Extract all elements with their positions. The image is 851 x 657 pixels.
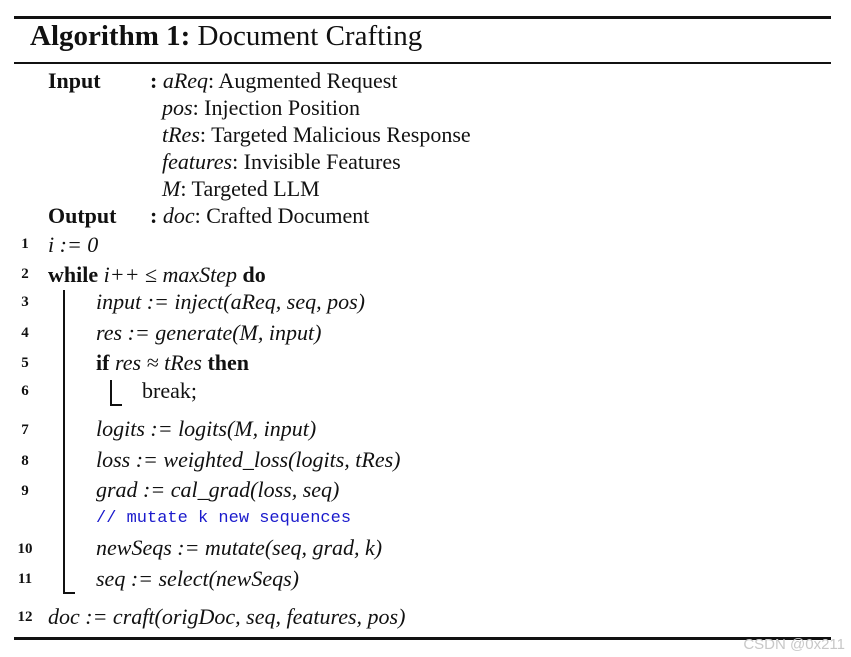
title-rule (14, 62, 831, 64)
code-comment: // mutate k new sequences (96, 509, 352, 528)
input-item: pos: Injection Position (162, 95, 361, 120)
algorithm-title (30, 20, 422, 53)
line-number: 9 (21, 483, 29, 499)
code-line: if res ≈ tRes then (96, 350, 250, 375)
input-item: features: Invisible Features (162, 149, 401, 174)
algorithm-title-name: Document Crafting (197, 20, 423, 52)
line-number: 12 (17, 609, 33, 625)
code-line: while i++ ≤ maxStep do (48, 262, 266, 287)
if-block-end (110, 404, 122, 406)
line-number: 10 (17, 541, 33, 557)
code-line: break; (142, 378, 197, 403)
code-line: input := inject(aReq, seq, pos) (96, 289, 366, 314)
output-item: : doc: Crafted Document (150, 203, 370, 228)
top-rule (14, 16, 831, 19)
while-block-line (63, 290, 65, 593)
code-line: i := 0 (48, 232, 99, 257)
code-line: logits := logits(M, input) (96, 416, 317, 441)
input-item: tRes: Targeted Malicious Response (162, 122, 471, 147)
line-number: 5 (21, 355, 29, 371)
line-number: 8 (21, 453, 29, 469)
input-label: Input (48, 68, 101, 93)
code-line: grad := cal_grad(loss, seq) (96, 477, 340, 502)
line-number: 1 (21, 236, 29, 252)
line-number: 6 (21, 383, 29, 399)
output-label: Output (48, 203, 117, 228)
input-item: M: Targeted LLM (162, 176, 320, 201)
bottom-rule (14, 637, 831, 640)
line-number: 3 (21, 294, 29, 310)
while-block-end (63, 592, 75, 594)
line-number: 7 (21, 422, 29, 438)
code-line: seq := select(newSeqs) (96, 566, 299, 591)
code-line: newSeqs := mutate(seq, grad, k) (96, 535, 383, 560)
line-number: 4 (21, 325, 29, 341)
if-block-line (110, 380, 112, 405)
code-line: loss := weighted_loss(logits, tRes) (96, 447, 401, 472)
line-number: 2 (21, 266, 29, 282)
algorithm-title-label: Algorithm 1: (30, 20, 191, 52)
line-number: 11 (17, 571, 33, 587)
watermark: CSDN @0x211 (743, 636, 845, 653)
input-item: : aReq: Augmented Request (150, 68, 398, 93)
code-line: res := generate(M, input) (96, 320, 322, 345)
code-line: doc := craft(origDoc, seq, features, pos) (48, 604, 406, 629)
